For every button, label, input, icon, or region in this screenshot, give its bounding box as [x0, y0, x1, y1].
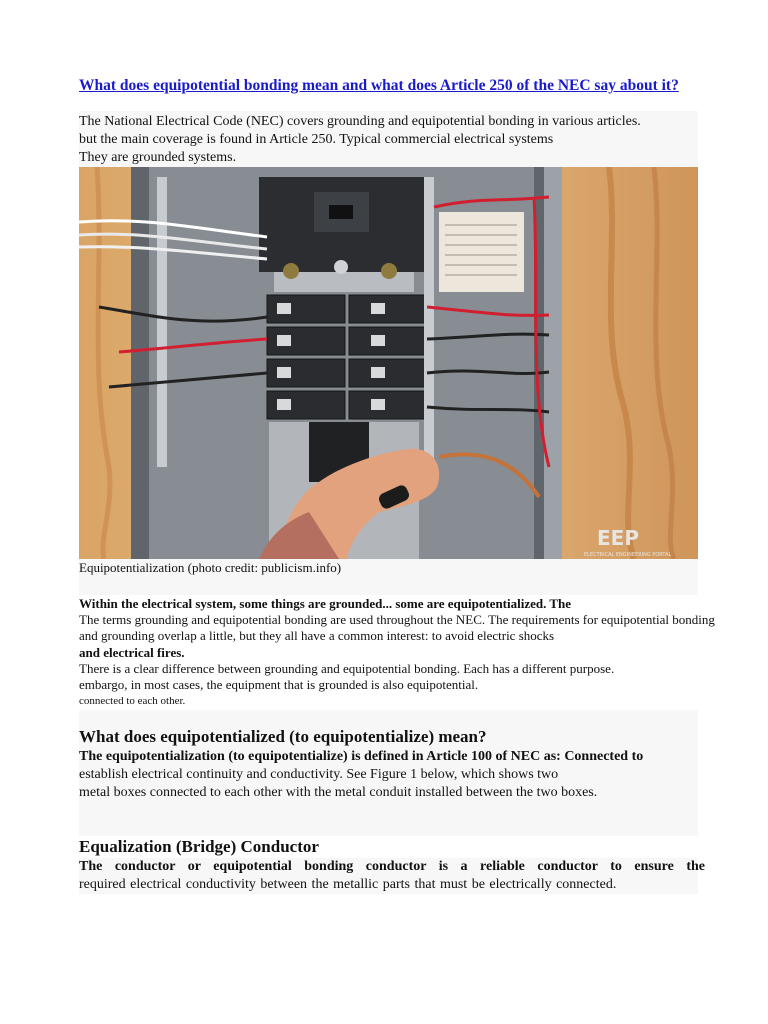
section2-line-3: metal boxes connected to each other with the metal conduit installed between the two boxes.: [79, 785, 598, 800]
electrical-panel-photo: [79, 167, 698, 559]
section2-heading: What does equipotentialized (to equipotentialize) mean?: [79, 727, 487, 746]
watermark-subtitle: ELECTRICAL ENGINEERING PORTAL: [584, 552, 672, 558]
section1-line-6: embargo, in most cases, the equipment that is grounded is also equipotential.: [79, 677, 479, 692]
intro-line-1: The National Electrical Code (NEC) covers grounding and equipotential bonding in various articles.: [79, 114, 641, 129]
section1-line-3: and grounding overlap a little, but they all have a common interest: to avoid electric shocks: [79, 628, 555, 643]
section1-line-2: The terms grounding and equipotential bonding are used throughout the NEC. The requirements for equipotential bonding: [79, 612, 715, 627]
intro-line-2: but the main coverage is found in Article 250. Typical commercial electrical systems: [79, 132, 554, 147]
watermark-logo: EEP: [597, 526, 639, 550]
article-title-link[interactable]: What does equipotential bonding mean and what does Article 250 of the NEC say about it?: [79, 77, 679, 94]
section2-lead: The equipotentialization (to equipotentialize) is defined in Article 100 of NEC as: Connected to: [79, 749, 644, 764]
section1-line-7: connected to each other.: [79, 695, 186, 707]
section1-lead: Within the electrical system, some things are grounded... some are equipotentialized. The: [79, 596, 572, 611]
section1-line-5: There is a clear difference between grounding and equipotential bonding. Each has a different purpose.: [79, 661, 615, 676]
section3-line-2: required electrical conductivity between the metallic parts that must be electrically connected.: [79, 877, 617, 892]
section2-line-2: establish electrical continuity and conductivity. See Figure 1 below, which shows two: [79, 767, 559, 782]
section3-heading: Equalization (Bridge) Conductor: [79, 837, 319, 856]
section1-line-4: and electrical fires.: [79, 645, 185, 660]
photo-caption: Equipotentialization (photo credit: publicism.info): [79, 560, 342, 575]
intro-line-3: They are grounded systems.: [79, 150, 237, 165]
section3-lead: The conductor or equipotential bonding conductor is a reliable conductor to ensure the: [79, 859, 705, 874]
